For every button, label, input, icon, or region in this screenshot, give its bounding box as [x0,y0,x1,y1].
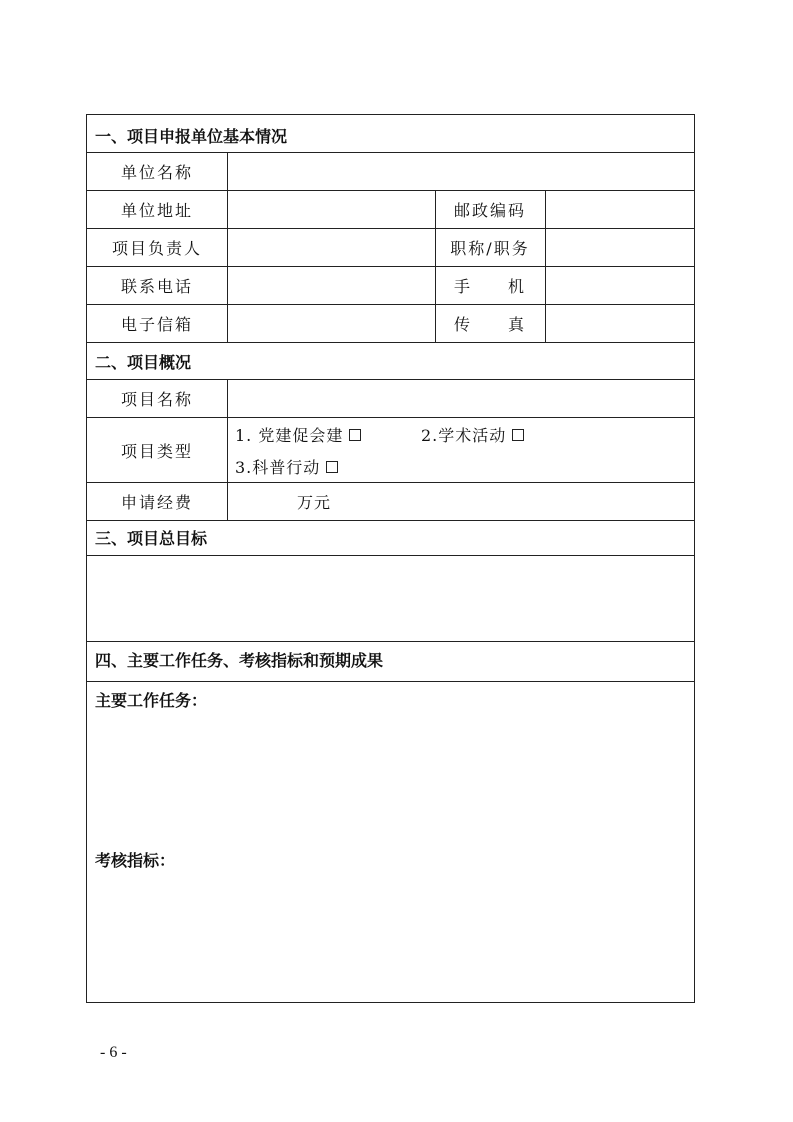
option-label: 2.学术活动 [421,426,507,445]
phone-label: 联系电话 [120,277,193,296]
section-2-title: 二、项目概况 [95,353,192,372]
divider [87,190,694,191]
divider [87,379,694,380]
title-position-label: 职称/职务 [450,239,530,258]
column-divider [227,152,228,342]
section-3-title: 三、项目总目标 [95,529,208,548]
column-divider [545,190,546,342]
divider [87,555,694,556]
divider [87,228,694,229]
option-label: 3.科普行动 [235,458,321,477]
divider [87,342,694,343]
project-type-option-2[interactable] [421,426,524,446]
divider [87,266,694,267]
column-divider [227,379,228,520]
project-name-label: 项目名称 [120,390,193,409]
page-number: - 6 - [100,1044,127,1061]
email-label: 电子信箱 [120,315,193,334]
divider [87,681,694,682]
leader-label: 项目负责人 [111,239,202,258]
divider [87,482,694,483]
section-4-title: 四、主要工作任务、考核指标和预期成果 [95,651,384,670]
fax-label: 传 真 [453,315,526,334]
divider [87,520,694,521]
postal-code-label: 邮政编码 [453,201,526,220]
unit-name-label: 单位名称 [120,163,193,182]
divider [87,641,694,642]
checkbox[interactable] [349,429,361,441]
funding-label: 申请经费 [120,493,193,512]
unit-address-label: 单位地址 [120,201,193,220]
project-type-label: 项目类型 [120,442,193,461]
divider [87,152,694,153]
checkbox[interactable] [512,429,524,441]
funding-unit: 万元 [297,493,332,512]
checkbox[interactable] [326,461,338,473]
application-form-table [86,114,695,1003]
divider [87,304,694,305]
indicators-label: 考核指标： [95,851,176,870]
section-1-title: 一、项目申报单位基本情况 [95,127,288,146]
project-type-option-1[interactable] [235,426,361,446]
option-label: 1. 党建促会建 [235,426,344,445]
divider [87,417,694,418]
tasks-label: 主要工作任务： [95,691,208,710]
mobile-label: 手 机 [453,277,526,296]
project-type-option-3[interactable] [235,458,338,478]
column-divider [435,190,436,342]
